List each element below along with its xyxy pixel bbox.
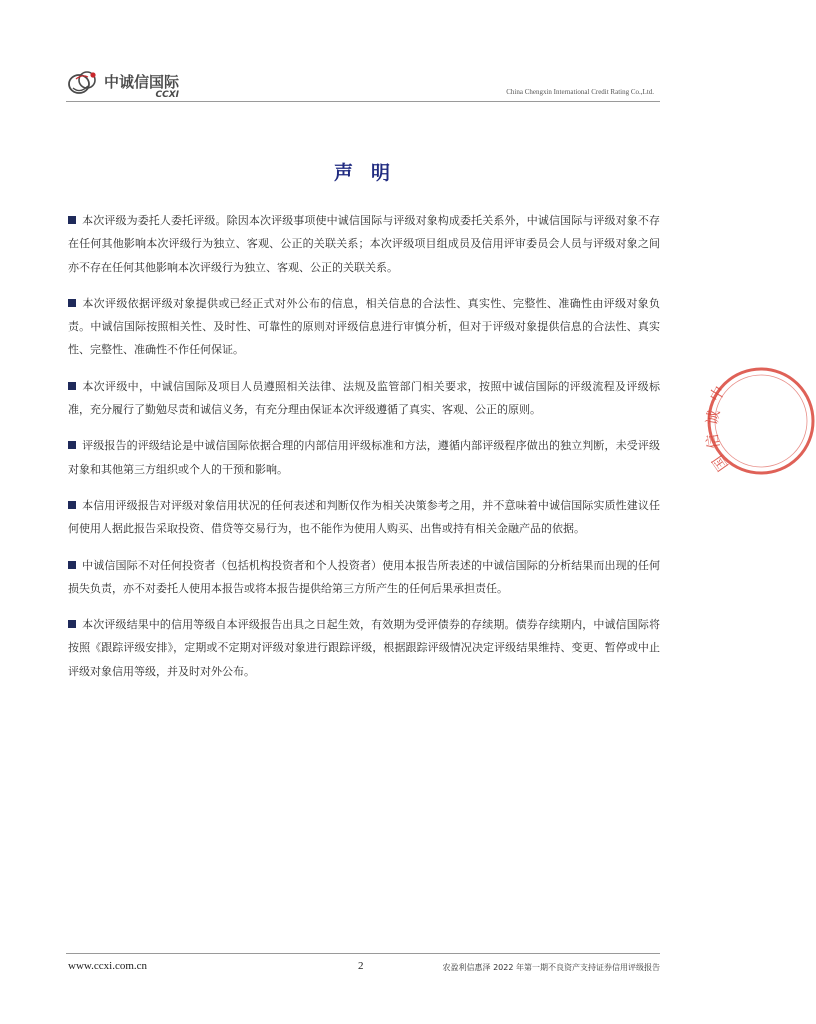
svg-text:国: 国 — [708, 451, 732, 475]
page-header — [66, 68, 660, 104]
svg-text:中: 中 — [705, 382, 729, 405]
square-bullet-icon — [68, 216, 76, 224]
square-bullet-icon — [68, 501, 76, 509]
paragraph-text: 本次评级为委托人委托评级。除因本次评级事项使中诚信国际与评级对象构成委托关系外，中诚信国际与评级对象不存在任何其他影响本次评级行为独立、客观、公正的关联关系；本次评级项目组成员及信用评审委员会人员与评级对象之间亦不存在任何其他影响本次评级行为独立、客观、公正的关联关系。 — [68, 214, 660, 274]
paragraph-text: 中诚信国际不对任何投资者（包括机构投资者和个人投资者）使用本报告所表述的中诚信国际的分析结果而出现的任何损失负责，亦不对委托人使用本报告或将本报告提供给第三方所产生的任何后果承担责任。 — [68, 558, 660, 595]
page-number: 2 — [358, 960, 364, 972]
paragraph-text: 本信用评级报告对评级对象信用状况的任何表述和判断仅作为相关决策参考之用，并不意味着中诚信国际实质性建议任何使用人据此报告采取投资、借贷等交易行为，也不能作为使用人购买、出售或持有相关金融产品的依据。 — [68, 498, 660, 536]
square-bullet-icon — [68, 299, 76, 307]
header-divider — [66, 101, 660, 102]
paragraph-text: 本次评级结果中的信用等级自本评级报告出具之日起生效，有效期为受评债券的存续期。债券存续期内，中诚信国际将按照《跟踪评级安排》，定期或不定期对评级对象进行跟踪评级，根据跟踪评级情况决定评级结果维持、变更、暂停或中止评级对象信用等级，并及时对外公布。 — [68, 618, 660, 678]
svg-text:信: 信 — [702, 432, 724, 451]
statement-paragraph — [68, 209, 660, 279]
square-bullet-icon — [68, 382, 76, 390]
company-seal-stamp — [702, 366, 816, 476]
statement-paragraph — [68, 554, 660, 601]
footer-divider — [66, 953, 660, 954]
company-logo — [66, 68, 179, 104]
header-company-name: China Chengxin International Credit Rating Co.,Ltd. — [506, 88, 654, 96]
statement-paragraph — [68, 292, 660, 362]
statement-paragraph — [68, 613, 660, 683]
statement-body — [68, 209, 660, 696]
square-bullet-icon — [68, 561, 76, 569]
statement-paragraph — [68, 375, 660, 422]
paragraph-text: 本次评级中，中诚信国际及项目人员遵照相关法律、法规及监管部门相关要求，按照中诚信国际的评级流程及评级标准，充分履行了勤勉尽责和诚信义务，有充分理由保证本次评级遵循了真实、客观、公正的原则。 — [68, 379, 660, 417]
footer-website: www.ccxi.com.cn — [68, 960, 148, 972]
svg-text:诚: 诚 — [702, 408, 724, 427]
square-bullet-icon — [68, 441, 76, 449]
footer-report-title: 农盈利信惠泽 2022 年第一期不良资产支持证券信用评级报告 — [442, 963, 660, 972]
paragraph-text: 本次评级依据评级对象提供或已经正式对外公布的信息，相关信息的合法性、真实性、完整性、准确性由评级对象负责。中诚信国际按照相关性、及时性、可靠性的原则对评级信息进行审慎分析，但对于评级对象提供信息的合法性、真实性、完整性、准确性不作任何保证。 — [68, 296, 660, 357]
statement-paragraph — [68, 434, 660, 481]
logo-english-name: CCXI — [155, 90, 180, 100]
paragraph-text: 评级报告的评级结论是中诚信国际依据合理的内部信用评级标准和方法，遵循内部评级程序做出的独立判断，未受评级对象和其他第三方组织或个人的干预和影响。 — [68, 439, 660, 476]
ccxi-logo-icon — [66, 68, 102, 98]
square-bullet-icon — [68, 620, 76, 628]
statement-paragraph — [68, 494, 660, 541]
page-title: 声明 — [333, 162, 408, 184]
logo-chinese-name: 中诚信国际 — [104, 73, 180, 91]
